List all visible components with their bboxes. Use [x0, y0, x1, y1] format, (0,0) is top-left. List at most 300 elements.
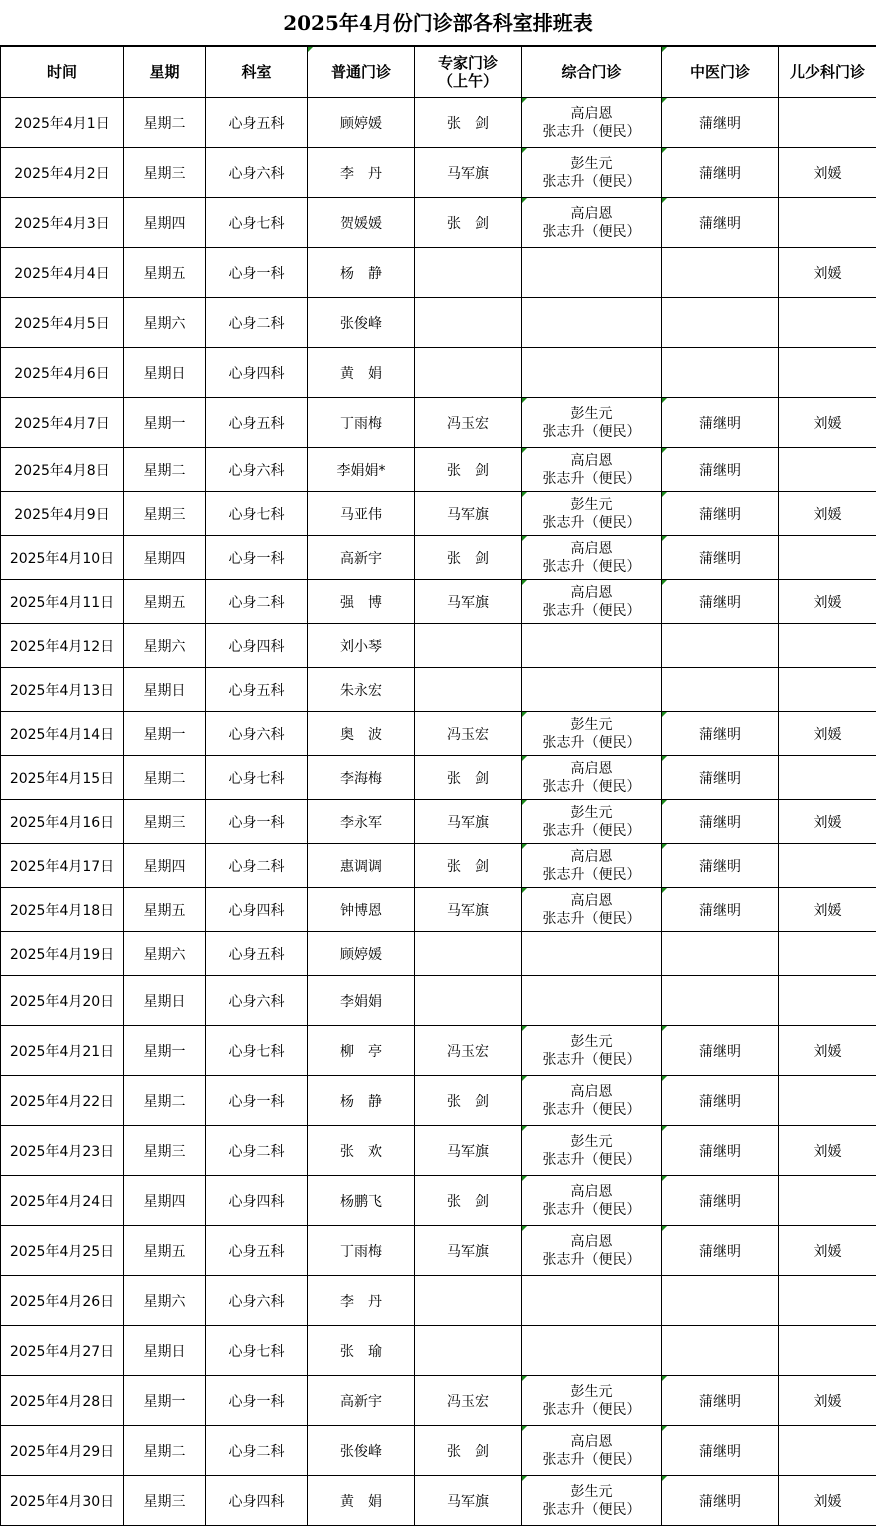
cell-comprehensive-clinic — [522, 348, 662, 398]
cell-expert-clinic — [415, 932, 522, 976]
cell-general-clinic: 张 欢 — [308, 1126, 415, 1176]
cell-tcm-clinic: 蒲继明 — [662, 1126, 779, 1176]
table-row — [1, 624, 876, 668]
table-row — [1, 1476, 876, 1526]
cell-tcm-clinic: 蒲继明 — [662, 1226, 779, 1276]
table-row — [1, 932, 876, 976]
cell-tcm-clinic — [662, 624, 779, 668]
cell-child-clinic: 刘媛 — [779, 712, 876, 756]
comprehensive-doctor: 张志升（便民） — [522, 1051, 661, 1069]
cell-comprehensive-clinic — [522, 932, 662, 976]
comprehensive-doctor: 彭生元 — [522, 405, 661, 423]
cell-tcm-clinic: 蒲继明 — [662, 448, 779, 492]
table-row — [1, 1026, 876, 1076]
cell-department: 心身一科 — [206, 248, 308, 298]
cell-weekday: 星期四 — [124, 198, 206, 248]
cell-date: 2025年4月28日 — [1, 1376, 124, 1426]
cell-comprehensive-clinic — [522, 1326, 662, 1376]
comprehensive-doctor: 彭生元 — [522, 804, 661, 822]
cell-date: 2025年4月30日 — [1, 1476, 124, 1526]
cell-child-clinic — [779, 198, 876, 248]
table-row — [1, 1376, 876, 1426]
cell-department: 心身四科 — [206, 348, 308, 398]
cell-tcm-clinic: 蒲继明 — [662, 398, 779, 448]
cell-comprehensive-clinic — [522, 248, 662, 298]
cell-date: 2025年4月15日 — [1, 756, 124, 800]
cell-comprehensive-clinic — [522, 536, 662, 580]
cell-child-clinic: 刘媛 — [779, 888, 876, 932]
cell-comprehensive-clinic — [522, 492, 662, 536]
cell-date: 2025年4月17日 — [1, 844, 124, 888]
cell-general-clinic: 柳 亭 — [308, 1026, 415, 1076]
cell-expert-clinic: 马军旗 — [415, 148, 522, 198]
cell-comprehensive-clinic — [522, 800, 662, 844]
cell-comprehensive-clinic — [522, 712, 662, 756]
cell-expert-clinic — [415, 1326, 522, 1376]
cell-tcm-clinic: 蒲继明 — [662, 580, 779, 624]
cell-child-clinic — [779, 536, 876, 580]
table-row — [1, 348, 876, 398]
cell-comprehensive-clinic — [522, 668, 662, 712]
cell-child-clinic — [779, 1426, 876, 1476]
cell-weekday: 星期三 — [124, 148, 206, 198]
cell-comprehensive-clinic — [522, 1126, 662, 1176]
cell-comprehensive-clinic — [522, 448, 662, 492]
header-weekday: 星期 — [124, 47, 206, 98]
cell-department: 心身一科 — [206, 536, 308, 580]
comprehensive-doctor: 高启恩 — [522, 452, 661, 470]
comprehensive-doctor: 张志升（便民） — [522, 1151, 661, 1169]
cell-department: 心身一科 — [206, 800, 308, 844]
cell-weekday: 星期二 — [124, 1076, 206, 1126]
cell-tcm-clinic: 蒲继明 — [662, 98, 779, 148]
cell-department: 心身二科 — [206, 580, 308, 624]
cell-tcm-clinic: 蒲继明 — [662, 1076, 779, 1126]
cell-date: 2025年4月1日 — [1, 98, 124, 148]
cell-expert-clinic: 马军旗 — [415, 492, 522, 536]
cell-expert-clinic: 张 剑 — [415, 1176, 522, 1226]
table-row — [1, 448, 876, 492]
cell-date: 2025年4月24日 — [1, 1176, 124, 1226]
cell-child-clinic: 刘媛 — [779, 1026, 876, 1076]
cell-date: 2025年4月10日 — [1, 536, 124, 580]
cell-date: 2025年4月7日 — [1, 398, 124, 448]
table-row — [1, 536, 876, 580]
table-row — [1, 1426, 876, 1476]
cell-expert-clinic: 马军旗 — [415, 800, 522, 844]
cell-child-clinic: 刘媛 — [779, 1226, 876, 1276]
cell-general-clinic: 丁雨梅 — [308, 1226, 415, 1276]
cell-date: 2025年4月6日 — [1, 348, 124, 398]
cell-general-clinic: 黄 娟 — [308, 1476, 415, 1526]
cell-child-clinic: 刘媛 — [779, 148, 876, 198]
schedule-table — [0, 46, 876, 1526]
cell-department: 心身二科 — [206, 844, 308, 888]
cell-tcm-clinic — [662, 668, 779, 712]
cell-comprehensive-clinic — [522, 1076, 662, 1126]
cell-child-clinic: 刘媛 — [779, 248, 876, 298]
table-row — [1, 1326, 876, 1376]
cell-tcm-clinic: 蒲继明 — [662, 148, 779, 198]
cell-tcm-clinic — [662, 1326, 779, 1376]
header-general-clinic: 普通门诊 — [308, 47, 415, 98]
cell-tcm-clinic: 蒲继明 — [662, 1176, 779, 1226]
comprehensive-doctor: 张志升（便民） — [522, 602, 661, 620]
cell-department: 心身二科 — [206, 298, 308, 348]
cell-tcm-clinic: 蒲继明 — [662, 888, 779, 932]
table-row — [1, 844, 876, 888]
cell-tcm-clinic — [662, 348, 779, 398]
cell-date: 2025年4月16日 — [1, 800, 124, 844]
cell-general-clinic: 杨 静 — [308, 1076, 415, 1126]
cell-child-clinic — [779, 844, 876, 888]
cell-expert-clinic: 马军旗 — [415, 580, 522, 624]
comprehensive-doctor: 张志升（便民） — [522, 778, 661, 796]
cell-comprehensive-clinic — [522, 1426, 662, 1476]
comprehensive-doctor: 彭生元 — [522, 1483, 661, 1501]
cell-child-clinic — [779, 1076, 876, 1126]
cell-general-clinic: 杨鹏飞 — [308, 1176, 415, 1226]
cell-date: 2025年4月13日 — [1, 668, 124, 712]
table-row — [1, 976, 876, 1026]
cell-comprehensive-clinic — [522, 756, 662, 800]
comprehensive-doctor: 张志升（便民） — [522, 173, 661, 191]
cell-child-clinic: 刘媛 — [779, 580, 876, 624]
cell-general-clinic: 奥 波 — [308, 712, 415, 756]
cell-department: 心身六科 — [206, 712, 308, 756]
cell-general-clinic: 高新宇 — [308, 536, 415, 580]
cell-general-clinic: 朱永宏 — [308, 668, 415, 712]
comprehensive-doctor: 彭生元 — [522, 1133, 661, 1151]
cell-expert-clinic — [415, 668, 522, 712]
cell-tcm-clinic: 蒲继明 — [662, 1476, 779, 1526]
cell-tcm-clinic: 蒲继明 — [662, 844, 779, 888]
comprehensive-doctor: 张志升（便民） — [522, 470, 661, 488]
cell-comprehensive-clinic — [522, 148, 662, 198]
header-expert-line2: （上午） — [415, 72, 521, 90]
cell-child-clinic — [779, 624, 876, 668]
comprehensive-doctor: 高启恩 — [522, 105, 661, 123]
table-row — [1, 1076, 876, 1126]
cell-department: 心身六科 — [206, 976, 308, 1026]
cell-child-clinic — [779, 976, 876, 1026]
cell-weekday: 星期四 — [124, 844, 206, 888]
cell-general-clinic: 李娟娟 — [308, 976, 415, 1026]
cell-expert-clinic: 冯玉宏 — [415, 398, 522, 448]
cell-expert-clinic: 冯玉宏 — [415, 712, 522, 756]
cell-expert-clinic: 张 剑 — [415, 756, 522, 800]
cell-weekday: 星期三 — [124, 1126, 206, 1176]
cell-expert-clinic: 张 剑 — [415, 1076, 522, 1126]
cell-general-clinic: 黄 娟 — [308, 348, 415, 398]
cell-tcm-clinic: 蒲继明 — [662, 1376, 779, 1426]
table-row — [1, 756, 876, 800]
cell-weekday: 星期三 — [124, 492, 206, 536]
cell-weekday: 星期二 — [124, 756, 206, 800]
cell-department: 心身二科 — [206, 1126, 308, 1176]
cell-department: 心身四科 — [206, 624, 308, 668]
comprehensive-doctor: 张志升（便民） — [522, 1251, 661, 1269]
header-department: 科室 — [206, 47, 308, 98]
cell-department: 心身四科 — [206, 1176, 308, 1226]
cell-general-clinic: 张俊峰 — [308, 1426, 415, 1476]
cell-child-clinic — [779, 298, 876, 348]
cell-general-clinic: 钟博恩 — [308, 888, 415, 932]
comprehensive-doctor: 张志升（便民） — [522, 1401, 661, 1419]
cell-general-clinic: 顾婷媛 — [308, 932, 415, 976]
cell-expert-clinic — [415, 348, 522, 398]
cell-weekday: 星期二 — [124, 98, 206, 148]
cell-general-clinic: 顾婷媛 — [308, 98, 415, 148]
comprehensive-doctor: 高启恩 — [522, 205, 661, 223]
cell-department: 心身七科 — [206, 492, 308, 536]
header-row — [1, 47, 876, 98]
cell-expert-clinic — [415, 1276, 522, 1326]
cell-general-clinic: 杨 静 — [308, 248, 415, 298]
cell-comprehensive-clinic — [522, 976, 662, 1026]
cell-date: 2025年4月11日 — [1, 580, 124, 624]
comprehensive-doctor: 彭生元 — [522, 1033, 661, 1051]
cell-general-clinic: 李 丹 — [308, 1276, 415, 1326]
cell-expert-clinic: 张 剑 — [415, 448, 522, 492]
cell-expert-clinic: 马军旗 — [415, 1226, 522, 1276]
cell-comprehensive-clinic — [522, 580, 662, 624]
comprehensive-doctor: 张志升（便民） — [522, 223, 661, 241]
cell-child-clinic: 刘媛 — [779, 1126, 876, 1176]
cell-date: 2025年4月4日 — [1, 248, 124, 298]
cell-expert-clinic: 张 剑 — [415, 1426, 522, 1476]
cell-expert-clinic: 冯玉宏 — [415, 1026, 522, 1076]
cell-date: 2025年4月20日 — [1, 976, 124, 1026]
table-row — [1, 668, 876, 712]
cell-date: 2025年4月12日 — [1, 624, 124, 668]
cell-weekday: 星期五 — [124, 248, 206, 298]
cell-weekday: 星期六 — [124, 1276, 206, 1326]
cell-tcm-clinic — [662, 1276, 779, 1326]
cell-comprehensive-clinic — [522, 1026, 662, 1076]
cell-weekday: 星期一 — [124, 1026, 206, 1076]
cell-child-clinic: 刘媛 — [779, 398, 876, 448]
comprehensive-doctor: 高启恩 — [522, 1083, 661, 1101]
cell-child-clinic — [779, 98, 876, 148]
schedule-body — [1, 98, 876, 1526]
cell-weekday: 星期二 — [124, 1426, 206, 1476]
cell-comprehensive-clinic — [522, 888, 662, 932]
comprehensive-doctor: 张志升（便民） — [522, 734, 661, 752]
cell-child-clinic — [779, 1326, 876, 1376]
cell-department: 心身四科 — [206, 888, 308, 932]
cell-tcm-clinic: 蒲继明 — [662, 756, 779, 800]
cell-expert-clinic: 马军旗 — [415, 1476, 522, 1526]
cell-weekday: 星期二 — [124, 448, 206, 492]
cell-child-clinic — [779, 1176, 876, 1226]
cell-department: 心身一科 — [206, 1076, 308, 1126]
cell-expert-clinic — [415, 976, 522, 1026]
cell-department: 心身七科 — [206, 756, 308, 800]
cell-expert-clinic: 张 剑 — [415, 198, 522, 248]
comprehensive-doctor: 张志升（便民） — [522, 1101, 661, 1119]
cell-expert-clinic: 冯玉宏 — [415, 1376, 522, 1426]
cell-comprehensive-clinic — [522, 398, 662, 448]
table-row — [1, 298, 876, 348]
comprehensive-doctor: 高启恩 — [522, 584, 661, 602]
cell-weekday: 星期四 — [124, 536, 206, 580]
cell-tcm-clinic: 蒲继明 — [662, 1026, 779, 1076]
cell-date: 2025年4月14日 — [1, 712, 124, 756]
comprehensive-doctor: 高启恩 — [522, 892, 661, 910]
cell-weekday: 星期日 — [124, 668, 206, 712]
comprehensive-doctor: 张志升（便民） — [522, 822, 661, 840]
cell-weekday: 星期六 — [124, 298, 206, 348]
cell-comprehensive-clinic — [522, 1276, 662, 1326]
cell-date: 2025年4月21日 — [1, 1026, 124, 1076]
cell-tcm-clinic — [662, 976, 779, 1026]
cell-weekday: 星期日 — [124, 976, 206, 1026]
cell-weekday: 星期一 — [124, 1376, 206, 1426]
cell-child-clinic: 刘媛 — [779, 800, 876, 844]
cell-department: 心身六科 — [206, 1276, 308, 1326]
table-row — [1, 248, 876, 298]
cell-department: 心身一科 — [206, 1376, 308, 1426]
cell-expert-clinic: 马军旗 — [415, 888, 522, 932]
cell-tcm-clinic: 蒲继明 — [662, 536, 779, 580]
cell-weekday: 星期五 — [124, 580, 206, 624]
header-tcm-clinic: 中医门诊 — [662, 47, 779, 98]
comprehensive-doctor: 彭生元 — [522, 155, 661, 173]
header-date: 时间 — [1, 47, 124, 98]
cell-date: 2025年4月23日 — [1, 1126, 124, 1176]
cell-weekday: 星期四 — [124, 1176, 206, 1226]
cell-comprehensive-clinic — [522, 298, 662, 348]
comprehensive-doctor: 张志升（便民） — [522, 1451, 661, 1469]
cell-general-clinic: 李 丹 — [308, 148, 415, 198]
cell-department: 心身五科 — [206, 668, 308, 712]
cell-child-clinic: 刘媛 — [779, 1376, 876, 1426]
cell-comprehensive-clinic — [522, 1176, 662, 1226]
cell-child-clinic: 刘媛 — [779, 1476, 876, 1526]
header-expert-line1: 专家门诊 — [415, 54, 521, 72]
cell-general-clinic: 刘小琴 — [308, 624, 415, 668]
table-row — [1, 1126, 876, 1176]
cell-tcm-clinic — [662, 932, 779, 976]
cell-child-clinic — [779, 1276, 876, 1326]
cell-general-clinic: 李娟娟* — [308, 448, 415, 492]
table-row — [1, 580, 876, 624]
cell-comprehensive-clinic — [522, 1476, 662, 1526]
header-expert-clinic — [415, 47, 522, 98]
cell-weekday: 星期日 — [124, 1326, 206, 1376]
header-child-clinic: 儿少科门诊 — [779, 47, 876, 98]
cell-comprehensive-clinic — [522, 98, 662, 148]
cell-general-clinic: 贺媛媛 — [308, 198, 415, 248]
cell-child-clinic — [779, 348, 876, 398]
table-row — [1, 712, 876, 756]
cell-department: 心身六科 — [206, 448, 308, 492]
table-row — [1, 800, 876, 844]
table-row — [1, 198, 876, 248]
comprehensive-doctor: 高启恩 — [522, 848, 661, 866]
comprehensive-doctor: 高启恩 — [522, 1183, 661, 1201]
cell-child-clinic — [779, 932, 876, 976]
cell-child-clinic: 刘媛 — [779, 492, 876, 536]
comprehensive-doctor: 高启恩 — [522, 540, 661, 558]
cell-expert-clinic — [415, 248, 522, 298]
cell-general-clinic: 李永军 — [308, 800, 415, 844]
comprehensive-doctor: 高启恩 — [522, 1233, 661, 1251]
comprehensive-doctor: 张志升（便民） — [522, 1501, 661, 1519]
comprehensive-doctor: 彭生元 — [522, 1383, 661, 1401]
cell-expert-clinic: 张 剑 — [415, 536, 522, 580]
cell-department: 心身七科 — [206, 1326, 308, 1376]
cell-date: 2025年4月9日 — [1, 492, 124, 536]
cell-weekday: 星期一 — [124, 398, 206, 448]
cell-child-clinic — [779, 448, 876, 492]
cell-date: 2025年4月2日 — [1, 148, 124, 198]
cell-comprehensive-clinic — [522, 844, 662, 888]
comprehensive-doctor: 彭生元 — [522, 716, 661, 734]
cell-department: 心身四科 — [206, 1476, 308, 1526]
cell-general-clinic: 张 瑜 — [308, 1326, 415, 1376]
cell-date: 2025年4月26日 — [1, 1276, 124, 1326]
table-row — [1, 398, 876, 448]
cell-date: 2025年4月22日 — [1, 1076, 124, 1126]
cell-general-clinic: 高新宇 — [308, 1376, 415, 1426]
cell-weekday: 星期五 — [124, 1226, 206, 1276]
cell-date: 2025年4月29日 — [1, 1426, 124, 1476]
cell-general-clinic: 马亚伟 — [308, 492, 415, 536]
cell-expert-clinic: 张 剑 — [415, 844, 522, 888]
cell-weekday: 星期六 — [124, 932, 206, 976]
cell-general-clinic: 李海梅 — [308, 756, 415, 800]
cell-comprehensive-clinic — [522, 1376, 662, 1426]
cell-tcm-clinic — [662, 248, 779, 298]
cell-date: 2025年4月18日 — [1, 888, 124, 932]
cell-weekday: 星期一 — [124, 712, 206, 756]
cell-tcm-clinic: 蒲继明 — [662, 198, 779, 248]
cell-comprehensive-clinic — [522, 624, 662, 668]
cell-tcm-clinic: 蒲继明 — [662, 712, 779, 756]
comprehensive-doctor: 张志升（便民） — [522, 514, 661, 532]
cell-date: 2025年4月25日 — [1, 1226, 124, 1276]
cell-weekday: 星期三 — [124, 1476, 206, 1526]
cell-child-clinic — [779, 668, 876, 712]
cell-department: 心身七科 — [206, 1026, 308, 1076]
table-row — [1, 1176, 876, 1226]
cell-department: 心身五科 — [206, 932, 308, 976]
comprehensive-doctor: 张志升（便民） — [522, 910, 661, 928]
comprehensive-doctor: 高启恩 — [522, 1433, 661, 1451]
cell-department: 心身五科 — [206, 1226, 308, 1276]
comprehensive-doctor: 张志升（便民） — [522, 423, 661, 441]
table-row — [1, 1226, 876, 1276]
cell-date: 2025年4月5日 — [1, 298, 124, 348]
page-title: 2025年4月份门诊部各科室排班表 — [0, 0, 876, 46]
cell-tcm-clinic — [662, 298, 779, 348]
cell-comprehensive-clinic — [522, 1226, 662, 1276]
cell-comprehensive-clinic — [522, 198, 662, 248]
comprehensive-doctor: 张志升（便民） — [522, 123, 661, 141]
cell-general-clinic: 张俊峰 — [308, 298, 415, 348]
cell-weekday: 星期五 — [124, 888, 206, 932]
cell-date: 2025年4月3日 — [1, 198, 124, 248]
comprehensive-doctor: 张志升（便民） — [522, 866, 661, 884]
cell-date: 2025年4月27日 — [1, 1326, 124, 1376]
table-row — [1, 492, 876, 536]
cell-tcm-clinic: 蒲继明 — [662, 492, 779, 536]
cell-expert-clinic — [415, 298, 522, 348]
cell-general-clinic: 丁雨梅 — [308, 398, 415, 448]
cell-expert-clinic: 马军旗 — [415, 1126, 522, 1176]
